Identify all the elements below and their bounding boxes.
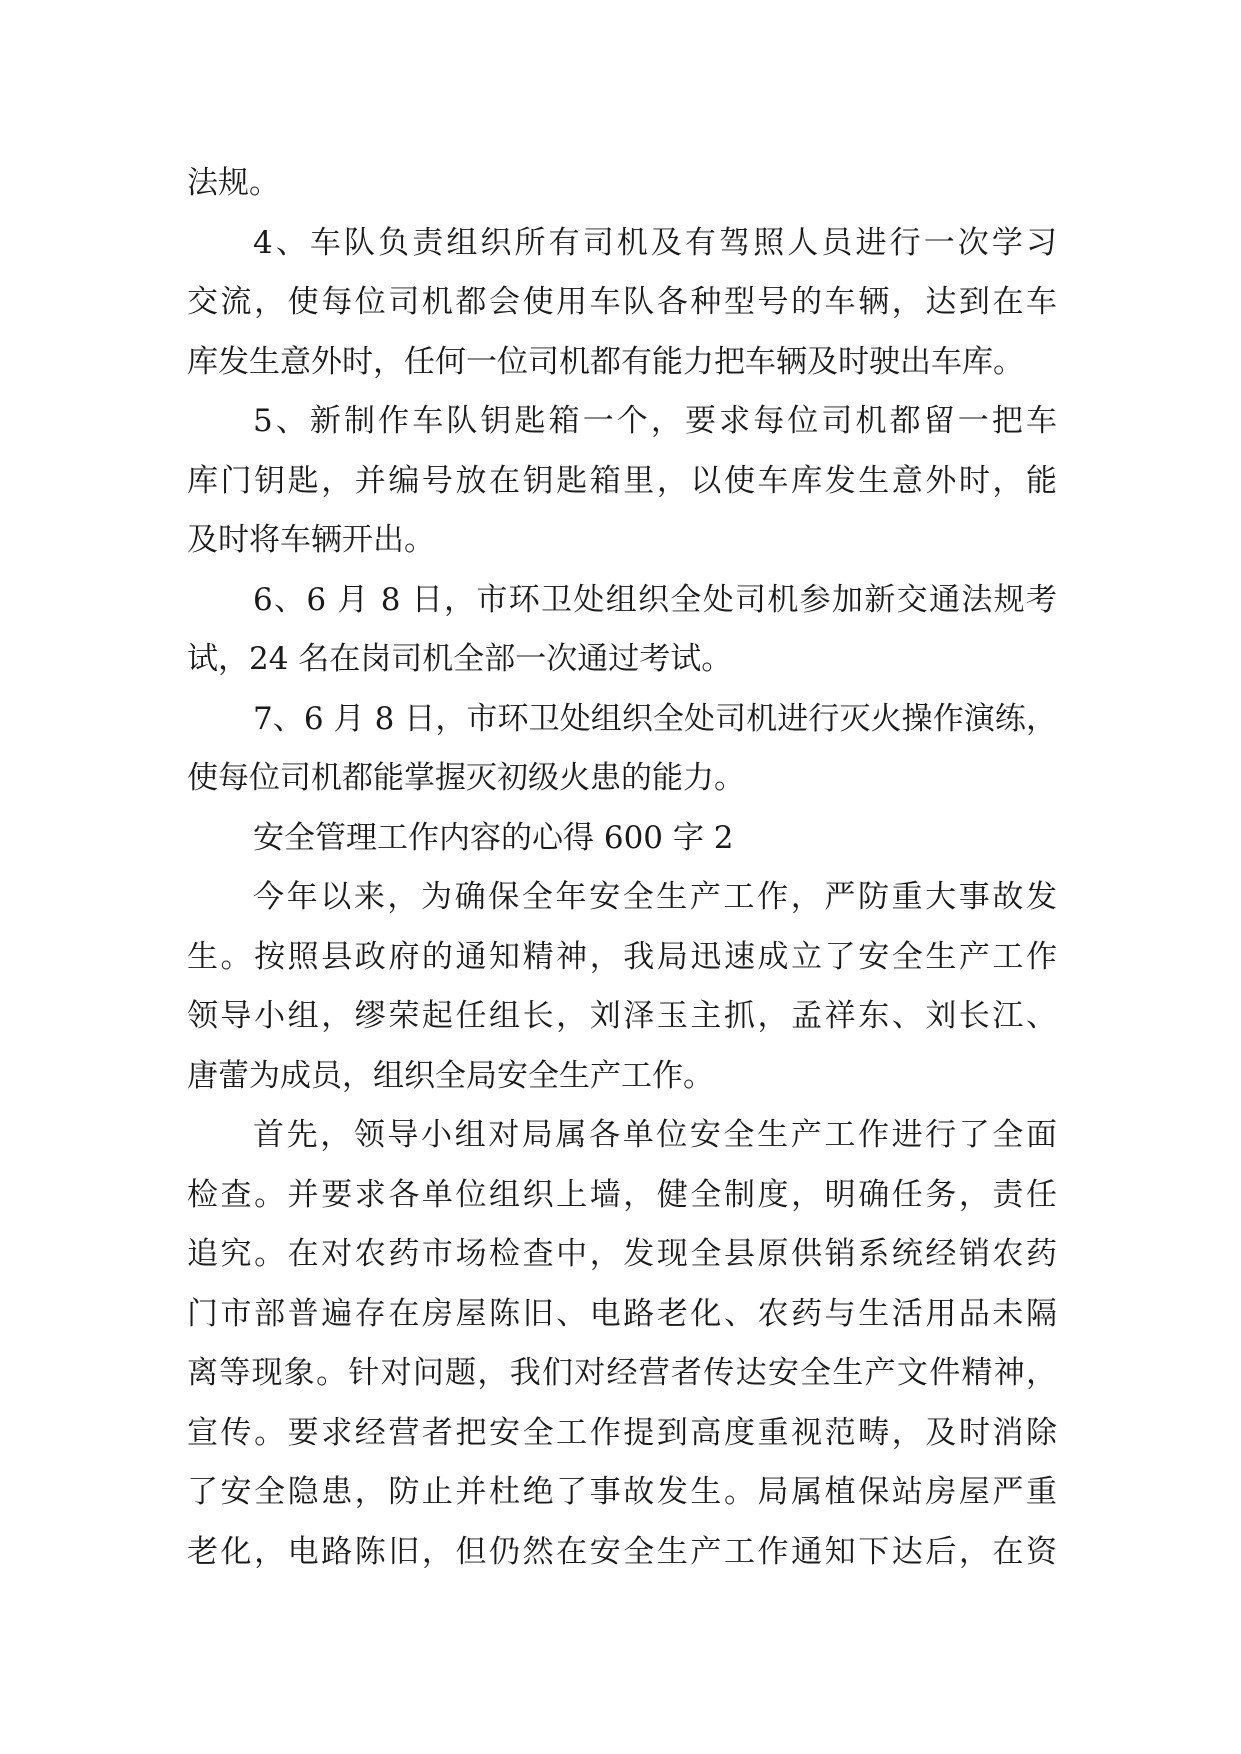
text-line: 6、6 月 8 日，市环卫处组织全处司机参加新交通法规考 <box>253 581 1057 618</box>
text-line: 首先，领导小组对局属各单位安全生产工作进行了全面 <box>253 1117 1057 1153</box>
text-line: 试，24 名在岗司机全部一次通过考试。 <box>187 641 733 677</box>
text-line: 4、车队负责组织所有司机及有驾照人员进行一次学习 <box>253 224 1057 261</box>
text-line: 了安全隐患，防止并杜绝了事故发生。局属植保站房屋严重 <box>187 1474 1057 1510</box>
text-line: 唐蕾为成员，组织全局安全生产工作。 <box>187 1057 714 1094</box>
text-line: 7、6 月 8 日，市环卫处组织全处司机进行灭火操作演练， <box>253 700 1057 737</box>
document-body <box>187 154 1057 1582</box>
text-line: 生。按照县政府的通知精神，我局迅速成立了安全生产工作 <box>187 938 1057 975</box>
text-line: 离等现象。针对问题，我们对经营者传达安全生产文件精神， <box>187 1355 1057 1391</box>
text-line: 检查。并要求各单位组织上墙，健全制度，明确任务，责任 <box>187 1176 1057 1213</box>
text-line: 领导小组，缪荣起任组长，刘泽玉主抓，孟祥东、刘长江、 <box>187 998 1057 1034</box>
text-line: 宣传。要求经营者把安全工作提到高度重视范畴，及时消除 <box>187 1414 1057 1451</box>
text-line: 交流，使每位司机都会使用车队各种型号的车辆，达到在车 <box>187 284 1057 320</box>
text-line: 5、新制作车队钥匙箱一个，要求每位司机都留一把车 <box>253 403 1057 439</box>
text-line: 库门钥匙，并编号放在钥匙箱里，以使车库发生意外时，能 <box>187 462 1057 499</box>
text-line: 使每位司机都能掌握灭初级火患的能力。 <box>187 760 745 796</box>
text-line: 老化，电路陈旧，但仍然在安全生产工作通知下达后，在资 <box>187 1533 1057 1570</box>
text-line: 库发生意外时，任何一位司机都有能力把车辆及时驶出车库。 <box>187 343 1024 380</box>
text-line: 门市部普遍存在房屋陈旧、电路老化、农药与生活用品未隔 <box>187 1295 1057 1332</box>
text-line: 安全管理工作内容的心得 600 字 2 <box>253 819 734 856</box>
text-line: 及时将车辆开出。 <box>187 522 435 558</box>
text-line: 今年以来，为确保全年安全生产工作，严防重大事故发 <box>253 879 1057 915</box>
text-line: 追究。在对农药市场检查中，发现全县原供销系统经销农药 <box>187 1236 1057 1272</box>
text-line: 法规。 <box>187 165 280 201</box>
